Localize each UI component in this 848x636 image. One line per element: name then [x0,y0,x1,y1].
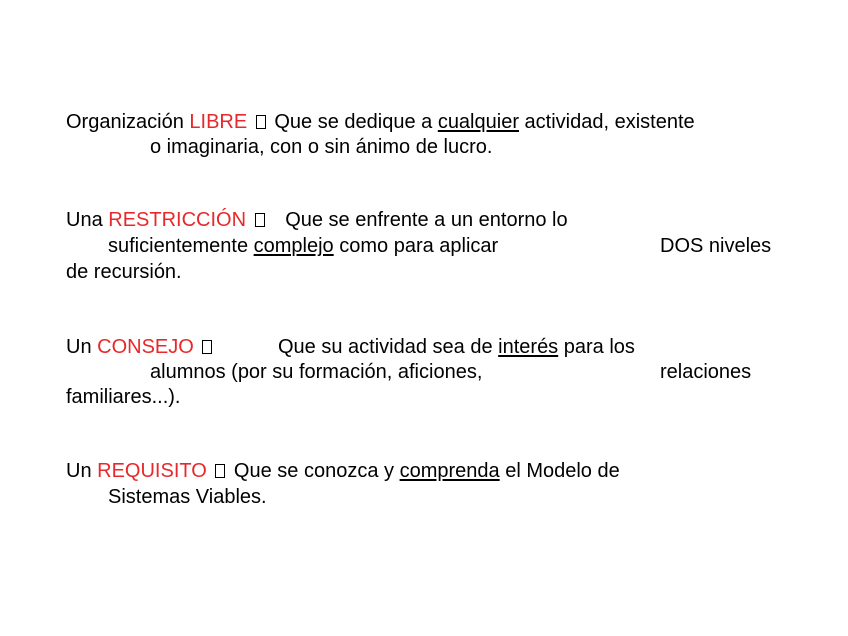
consejo-line-3: familiares...). [66,386,181,408]
libre-text-a: Que se dedique a [274,111,433,133]
requisito-underlined-word: comprenda [399,460,500,482]
missing-glyph-box-icon [255,213,265,227]
missing-glyph-box-icon [256,115,266,129]
requisito-keyword: REQUISITO [97,460,207,482]
missing-glyph-box-icon [202,340,212,354]
consejo-line-2: alumnos (por su formación, aficiones, [150,361,483,383]
consejo-text-a: Que su actividad sea de [278,336,493,358]
requisito-text-b: el Modelo de [505,460,620,482]
missing-glyph-box-icon [215,464,225,478]
consejo-line-1-text [278,335,635,359]
consejo-line-1 [66,335,215,359]
restriccion-keyword: RESTRICCIÓN [108,209,247,231]
restriccion-line-2-right: DOS niveles [660,235,772,257]
restriccion-l2-a: suficientemente [108,235,249,257]
consejo-keyword: CONSEJO [97,336,194,358]
libre-text-b: actividad, existente [524,111,695,133]
consejo-line-2-right: relaciones [660,361,752,383]
restriccion-text-a: Que se enfrente a un entorno lo [285,209,568,231]
requisito-line-2: Sistemas Viables. [108,486,267,508]
libre-line-2: o imaginaria, con o sin ánimo de lucro. [150,136,493,158]
restriccion-line-1 [66,208,568,232]
libre-keyword: LIBRE [189,111,248,133]
restriccion-underlined-word: complejo [253,235,334,257]
restriccion-prefix: Una [66,209,103,231]
libre-prefix: Organización [66,111,184,133]
restriccion-line-3: de recursión. [66,261,182,283]
requisito-line-1 [66,459,620,483]
libre-underlined-word: cualquier [437,111,519,133]
consejo-underlined-word: interés [498,336,559,358]
requisito-text-a: Que se conozca y [233,460,395,482]
libre-line-1 [66,110,695,134]
requisito-prefix: Un [66,460,92,482]
restriccion-l2-b: como para aplicar [339,235,499,257]
consejo-prefix: Un [66,336,92,358]
consejo-text-b: para los [563,336,635,358]
restriccion-line-2 [108,234,498,258]
